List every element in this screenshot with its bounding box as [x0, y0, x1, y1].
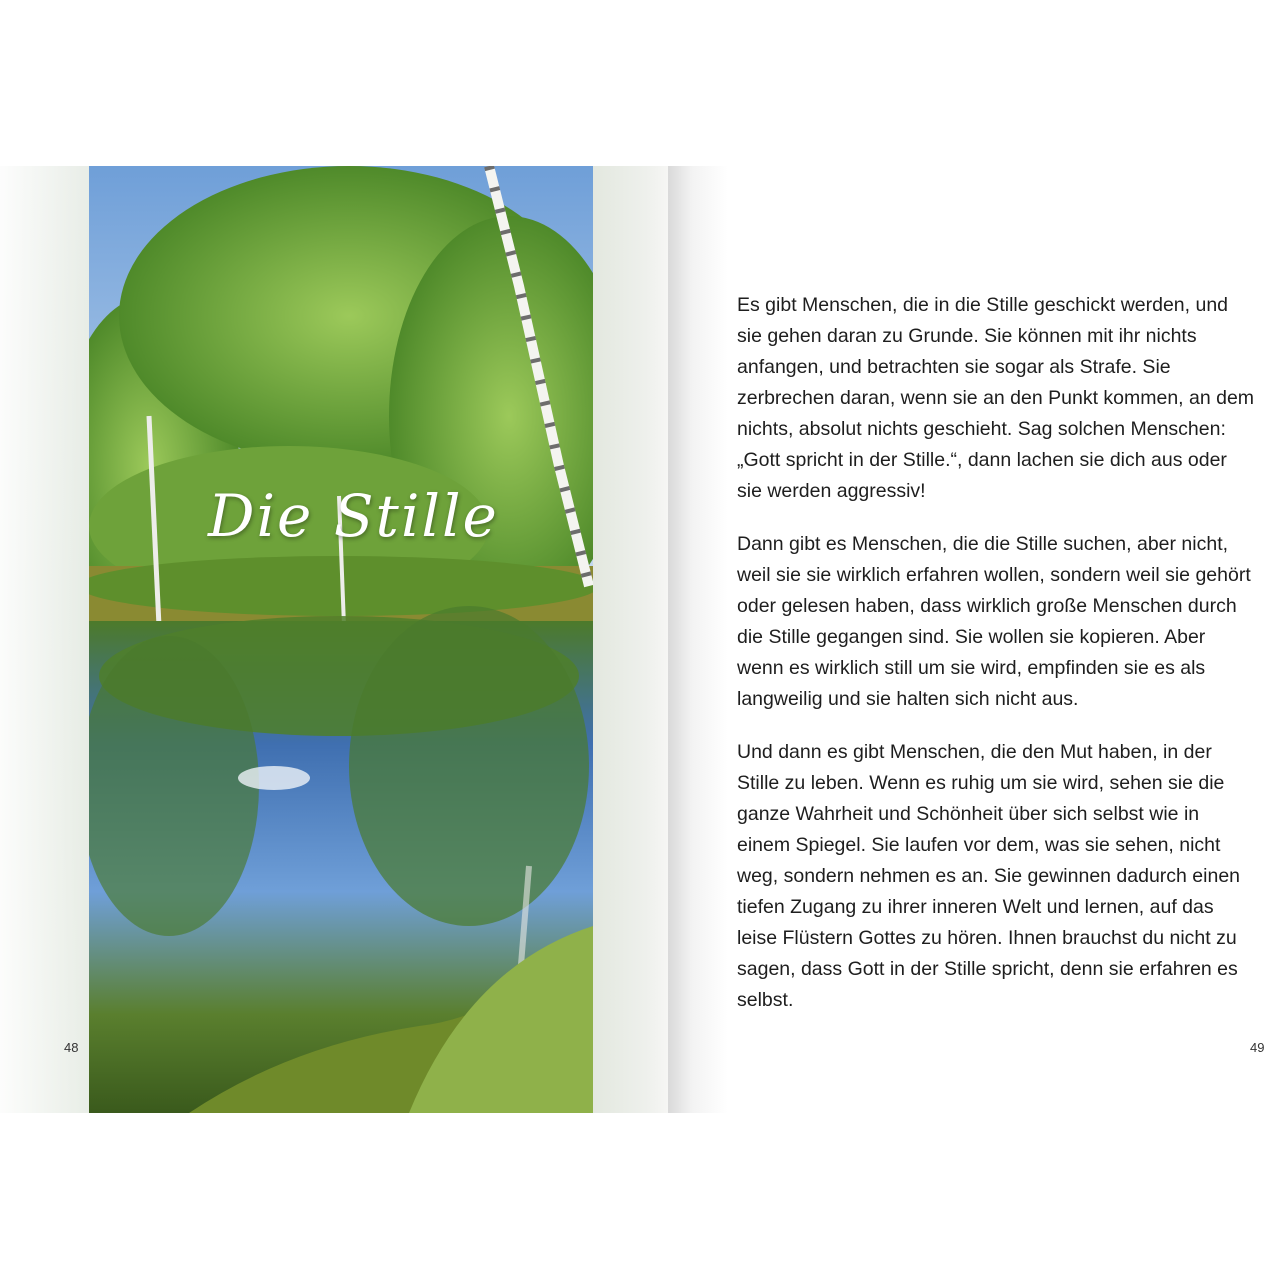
- body-text: [737, 290, 1257, 1038]
- lake-photo: [89, 166, 593, 1113]
- page-number-left: 48: [64, 1040, 79, 1055]
- lake-illustration: [89, 166, 593, 1113]
- page-number-right: 49: [1250, 1040, 1265, 1055]
- faded-photo-right-strip: [593, 166, 668, 1113]
- paragraph: Und dann es gibt Menschen, die den Mut haben, in der Stille zu leben. Wenn es ruhig um sie wird, sehen sie die ganze Wahrheit und Schönheit über sich selbst wie in einem Spiegel. Sie laufen vor dem, was sie sehen, nicht weg, sondern nehmen es an. Sie gewinnen dadurch einen tiefen Zugang zu ihrer inneren Welt und lernen, auf das leise Flüstern Gottes zu hören. Ihnen brauchst du nicht zu sagen, dass Gott in der Stille spricht, denn sie erfahren es selbst.: [737, 741, 1241, 1011]
- chapter-title: Die Stille: [208, 482, 499, 550]
- paragraph: Dann gibt es Menschen, die die Stille suchen, aber nicht, weil sie sie wirklich erfahren wollen, sondern weil sie gehört oder gelesen haben, dass wirklich große Menschen durch die Stille gegangen sind. Sie wollen sie kopieren. Aber wenn es wirklich still um sie wird, empfinden sie es als langweilig und sie halten sich nicht aus.: [737, 533, 1251, 710]
- paragraph: Es gibt Menschen, die in die Stille geschickt werden, und sie gehen daran zu Grunde. Sie können mit ihr nichts anfangen, und betrachten sie sogar als Strafe. Sie zerbrechen daran, wenn sie an den Punkt kommen, an dem nichts, absolut nichts geschieht. Sag solchen Menschen: „Gott spricht in der Stille.“, dann lachen sie dich aus oder sie werden aggressiv!: [737, 294, 1255, 502]
- page-gutter: [668, 166, 728, 1113]
- book-spread: [0, 166, 1280, 1113]
- faded-photo-left-strip: [0, 166, 89, 1113]
